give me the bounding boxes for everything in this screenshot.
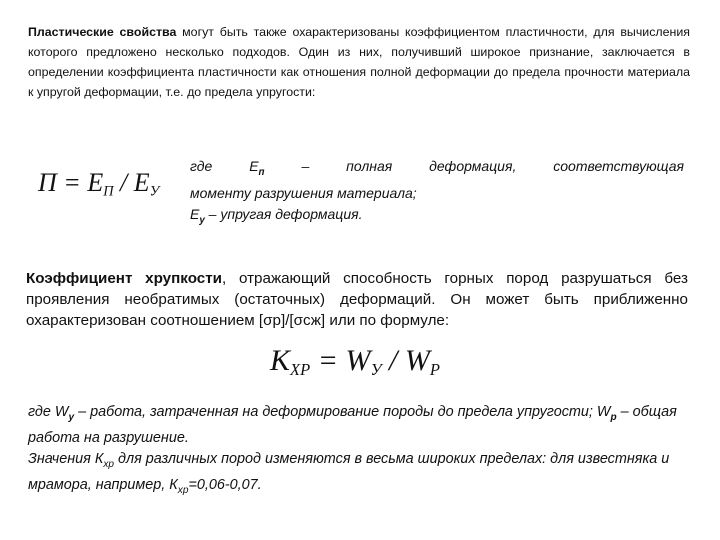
brittleness-text: , отражающий способность горных пород разрушаться без проявления необратимых (остаточных) деформаций. Он может быть приближенно охарактеризован соотношением [σр]/[σсж] или по формуле: bbox=[26, 270, 688, 329]
brittleness-term: Коэффициент хрупкости bbox=[26, 270, 222, 287]
def2-l1-end: – общая работа на разрушение. bbox=[28, 404, 677, 446]
def2-l2-sub2: хр bbox=[177, 484, 189, 496]
def1-line1 bbox=[190, 156, 684, 183]
def1-line3-start: E bbox=[190, 205, 200, 222]
formula2-lhs: K bbox=[270, 344, 291, 377]
formula2-denominator-sub: P bbox=[429, 359, 440, 379]
plastic-properties-term: Пластические свойства bbox=[28, 25, 177, 39]
def1-line1-start: где E bbox=[190, 158, 259, 174]
plastic-properties-text: могут быть также охарактеризованы коэффициентом пластичности, для вычисления которого предложено несколько подходов. Один из них, получивший широкое признание, заключается в определении коэффициента пластичности как отношения полной деформации до предела прочности материала к упругой деформации, т.е. до предела упругости: bbox=[28, 25, 691, 99]
formula1-denominator-sub: У bbox=[149, 183, 160, 200]
def2-line1 bbox=[28, 402, 690, 449]
plasticity-definitions bbox=[190, 156, 684, 231]
plasticity-formula bbox=[38, 168, 159, 200]
def2-l2-end: =0,06-0,07. bbox=[188, 476, 262, 493]
formula2-lhs-sub: XP bbox=[290, 359, 311, 379]
formula1-denominator: E bbox=[133, 168, 150, 197]
formula1-lhs: П bbox=[38, 168, 57, 197]
def1-line3 bbox=[190, 204, 684, 231]
def2-l1-middle: – работа, затраченная на деформирование породы до предела упругости; W bbox=[74, 404, 611, 420]
brittleness-paragraph bbox=[26, 268, 688, 331]
def1-line3-sub: у bbox=[199, 214, 205, 226]
def2-l2-start: Значения К bbox=[28, 450, 104, 467]
brittleness-definitions bbox=[28, 402, 690, 501]
def1-line1-end: – полная деформация, соответствующая bbox=[264, 158, 685, 174]
formula1-numerator: E bbox=[87, 168, 104, 197]
def1-line2: моменту разрушения материала; bbox=[190, 184, 417, 201]
def1-line1-sub: п bbox=[258, 166, 265, 178]
formula1-divide: / bbox=[113, 168, 134, 197]
def1-line3-end: – упругая деформация. bbox=[204, 205, 363, 222]
formula2-numerator-sub: У bbox=[370, 359, 382, 379]
formula2-numerator: W bbox=[345, 344, 371, 377]
formula1-equals: = bbox=[56, 168, 88, 197]
def2-l1-sub2: р bbox=[610, 411, 617, 423]
def2-l2-sub: хр bbox=[103, 458, 114, 470]
plastic-properties-paragraph bbox=[28, 22, 690, 102]
def2-l1-sub: у bbox=[68, 411, 75, 423]
formula2-divide: / bbox=[381, 344, 405, 377]
def2-line2 bbox=[28, 449, 690, 501]
formula1-numerator-sub: П bbox=[103, 183, 114, 200]
brittleness-formula bbox=[270, 344, 440, 380]
def2-l2-middle: для различных пород изменяются в весьма широких пределах: для известняка и мрамора, например, К bbox=[28, 450, 670, 493]
formula2-denominator: W bbox=[404, 344, 430, 377]
def2-l1-start: где W bbox=[28, 404, 69, 420]
formula2-equals: = bbox=[310, 344, 346, 377]
